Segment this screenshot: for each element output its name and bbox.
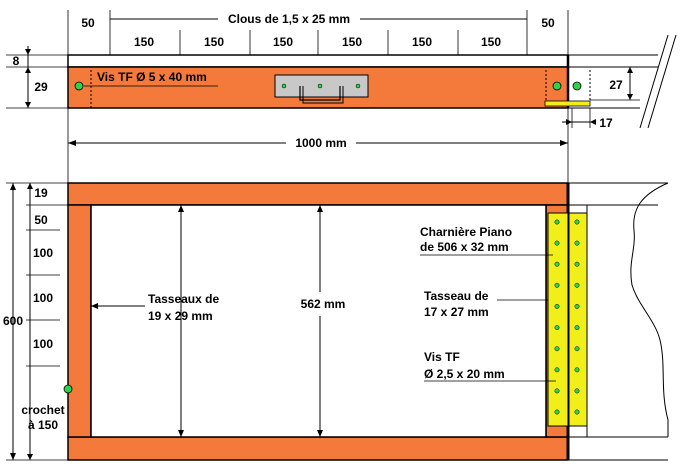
arrow-head	[560, 140, 568, 146]
nail-spacing: 150	[133, 35, 155, 49]
lid-edge-strip	[68, 55, 568, 67]
cleat2-label: 17 x 27 mm	[424, 305, 489, 319]
hinge-screw-icon	[555, 325, 559, 329]
nail-spacing: 150	[480, 35, 502, 49]
nail-spacing: 150	[203, 35, 225, 49]
hinge-screw-icon	[555, 283, 559, 287]
hinge-screw-icon	[555, 347, 559, 351]
hinge-screw-icon	[555, 241, 559, 245]
hook-label: à 150	[27, 418, 59, 432]
hinge-screw-icon	[575, 283, 579, 287]
arrow-head	[590, 119, 596, 125]
hinge-label: de 506 x 32 mm	[420, 240, 509, 254]
left-spacing: 50	[34, 213, 48, 227]
dim-left-50: 50	[81, 16, 95, 30]
top-view	[6, 10, 676, 185]
hinge-screw-icon	[575, 304, 579, 308]
screw-icon	[75, 82, 83, 90]
hinge-screw-icon	[575, 389, 579, 393]
hinge-screw-icon	[575, 262, 579, 266]
cleat-label: 19 x 29 mm	[148, 309, 213, 323]
hinge-label: Charnière Piano	[420, 225, 513, 239]
left-spacing: 100	[32, 337, 54, 351]
hinge-screw-icon	[575, 325, 579, 329]
hinge-screw-icon	[575, 347, 579, 351]
cleat2-label: Tasseau de	[424, 289, 489, 303]
left-spacing: 100	[32, 291, 54, 305]
front-view	[3, 183, 668, 460]
arrow-head	[627, 67, 633, 73]
dim-27: 27	[609, 78, 623, 92]
break-line	[648, 35, 676, 128]
nail-spacing: 150	[341, 35, 363, 49]
top-cleat	[68, 183, 568, 205]
hinge-screw-icon	[555, 410, 559, 414]
hinge-screw-icon	[575, 410, 579, 414]
screw2-label: Ø 2,5 x 20 mm	[424, 367, 505, 381]
screw-label: Vis TF Ø 5 x 40 mm	[97, 70, 207, 84]
hinge-screw-icon	[575, 220, 579, 224]
bottom-cleat	[68, 437, 568, 460]
arrow-head	[25, 67, 31, 73]
left-cleat	[68, 205, 91, 437]
cleat-label: Tasseaux de	[148, 292, 220, 306]
height-total: 600	[2, 314, 24, 328]
dim-right-50: 50	[541, 16, 555, 30]
dim-17: 17	[599, 116, 613, 130]
arrow-head	[27, 454, 33, 460]
hook-icon	[64, 385, 72, 393]
nails-label: Clous de 1,5 x 25 mm	[227, 12, 351, 26]
break-line	[631, 183, 668, 437]
hinge-section	[545, 101, 590, 106]
inner-height-label: 562 mm	[300, 297, 346, 311]
dim-29: 29	[34, 80, 48, 94]
arrow-head	[25, 49, 31, 55]
screw-icon	[282, 84, 286, 88]
hinge-screw-icon	[555, 262, 559, 266]
dim-19: 19	[34, 186, 48, 200]
hook-label: crochet	[21, 403, 65, 417]
arrow-head	[10, 453, 16, 460]
screw2-label: Vis TF	[424, 350, 460, 364]
arrow-head	[10, 183, 16, 190]
screw-icon	[553, 82, 561, 90]
hinge-screw-icon	[575, 241, 579, 245]
hinge-screw-icon	[555, 368, 559, 372]
hinge-screw-icon	[555, 220, 559, 224]
screw-icon	[573, 82, 581, 90]
hinge-screw-icon	[555, 304, 559, 308]
nail-spacing: 150	[272, 35, 294, 49]
dim-8: 8	[12, 54, 20, 68]
screw-icon	[318, 84, 322, 88]
hinge-screw-icon	[555, 389, 559, 393]
arrow-head	[627, 94, 633, 100]
hinge-screw-icon	[575, 368, 579, 372]
left-spacing: 100	[32, 246, 54, 260]
arrow-head	[27, 183, 33, 189]
total-width-label: 1000 mm	[295, 136, 347, 150]
nail-spacing: 150	[411, 35, 433, 49]
arrow-head	[566, 119, 572, 125]
arrow-head	[68, 140, 76, 146]
screw-icon	[356, 84, 360, 88]
break-line	[640, 35, 668, 128]
arrow-head	[25, 102, 31, 108]
